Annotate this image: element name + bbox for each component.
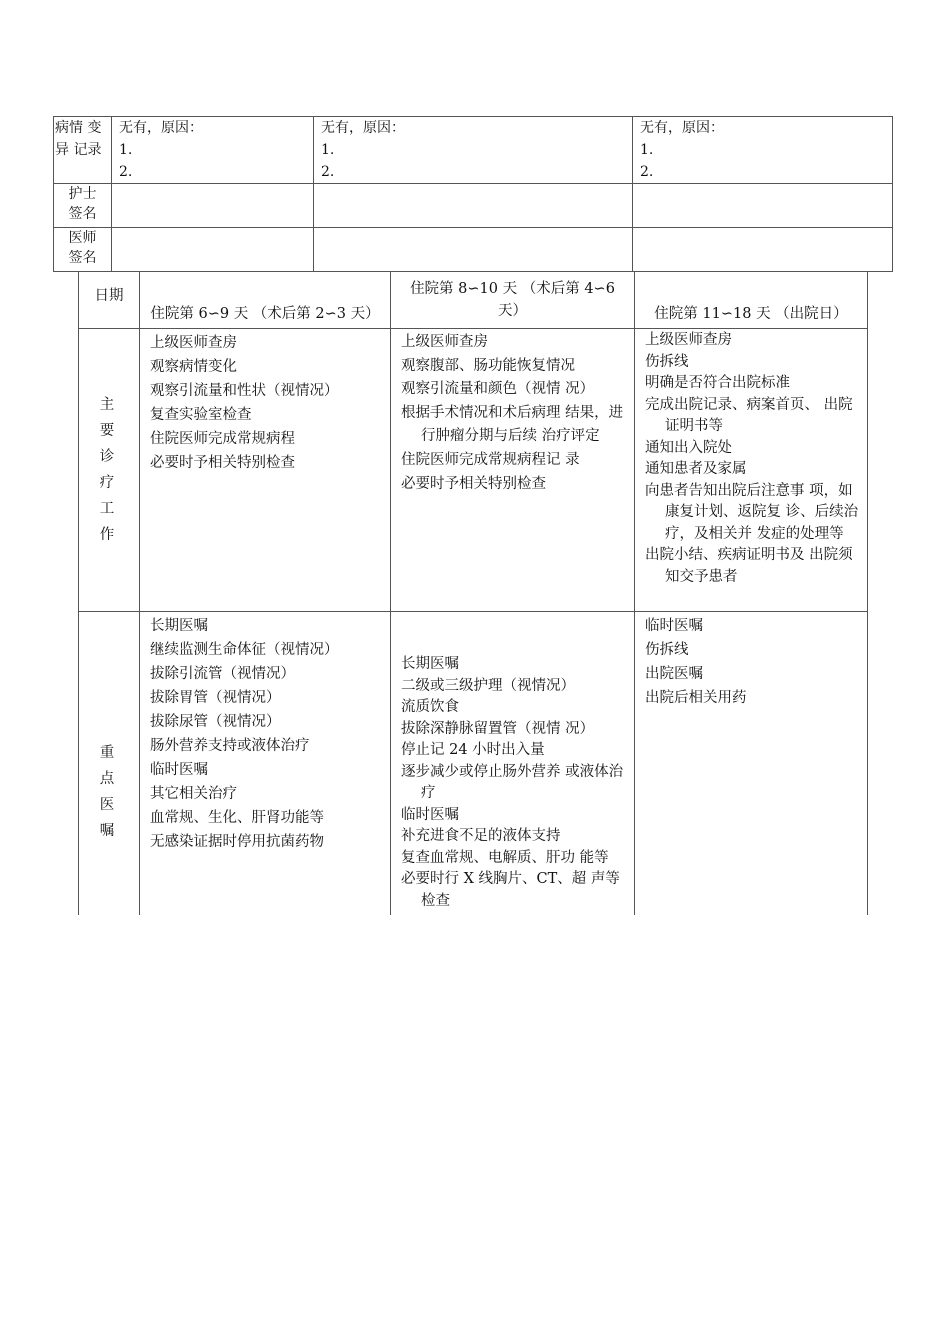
list-item: 通知出入院处	[645, 439, 732, 456]
col-header-3: 住院第 11∽18 天 （出院日）	[635, 272, 868, 329]
doctor-signature-label: 医师 签名	[54, 228, 112, 272]
doctor-signature-cell-1[interactable]	[112, 228, 314, 272]
list-item: 继续监测生命体征（视情况）	[150, 642, 339, 658]
list-item: 观察引流量和性状（视情况）	[150, 383, 339, 399]
variation-item-2: 2.	[321, 164, 335, 180]
list-item: 通知患者及家属	[645, 461, 747, 477]
list-item: 上级医师查房	[401, 334, 488, 350]
list-item: 无感染证据时停用抗菌药物	[150, 834, 324, 850]
list-item: 向患者告知出院后注意事 项，如康复计划、返院复 诊、后续治疗，及相关并 发症的处理等	[645, 482, 859, 542]
variation-text: 无有，原因：	[119, 120, 203, 136]
list-item: 临时医嘱	[401, 806, 459, 823]
list-item: 停止记 24 小时出入量	[401, 742, 545, 758]
list-item: 出院小结、疾病证明书及 出院须知交予患者	[645, 547, 853, 585]
list-item: 临时医嘱	[150, 762, 208, 778]
main-work-row	[79, 329, 868, 612]
list-item: 临时医嘱	[645, 618, 703, 634]
col-header-1: 住院第 6∽9 天 （术后第 2∽3 天）	[140, 272, 391, 329]
list-item: 拔除深静脉留置管（视情 况）	[401, 720, 595, 737]
list-item: 伤拆线	[645, 353, 689, 370]
variation-cell-3	[633, 117, 893, 184]
list-item: 明确是否符合出院标准	[645, 375, 790, 391]
variation-signature-table	[53, 116, 893, 272]
list-item: 观察腹部、肠功能恢复情况	[401, 357, 575, 374]
variation-item-2: 2.	[119, 164, 133, 180]
key-orders-col-3	[635, 612, 868, 915]
variation-cell-2	[314, 117, 633, 184]
main-work-col-2	[391, 329, 635, 612]
list-item: 复查血常规、电解质、肝功 能等	[401, 849, 609, 866]
list-item: 拔除引流管（视情况）	[150, 666, 295, 682]
main-work-col-1	[140, 329, 391, 612]
variation-label: 病情 变异 记录	[54, 117, 112, 184]
key-orders-col-1	[140, 612, 391, 915]
list-item: 逐步减少或停止肠外营养 或液体治疗	[401, 763, 624, 801]
variation-text: 无有，原因：	[321, 120, 405, 136]
list-item: 补充进食不足的液体支持	[401, 828, 561, 844]
variation-row	[54, 117, 893, 184]
doctor-signature-cell-2[interactable]	[314, 228, 633, 272]
list-item: 根据手术情况和术后病理 结果，进行肿瘤分期与后续 治疗评定	[401, 404, 624, 445]
list-item: 必要时予相关特别检查	[150, 455, 295, 471]
clinical-pathway-table	[78, 271, 868, 915]
list-item: 出院医嘱	[645, 666, 703, 682]
list-item: 拔除胃管（视情况）	[150, 690, 281, 706]
nurse-signature-label: 护士 签名	[54, 184, 112, 228]
list-item: 出院后相关用药	[645, 690, 747, 706]
list-item: 长期医嘱	[150, 618, 208, 634]
list-item: 观察病情变化	[150, 359, 237, 375]
nurse-signature-cell-2[interactable]	[314, 184, 633, 228]
list-item: 血常规、生化、肝肾功能等	[150, 810, 324, 826]
date-label: 日期	[79, 272, 140, 329]
variation-text: 无有，原因：	[640, 120, 724, 136]
list-item: 拔除尿管（视情况）	[150, 714, 281, 730]
list-item: 观察引流量和颜色（视情 况）	[401, 381, 595, 398]
variation-cell-1	[112, 117, 314, 184]
header-row	[79, 272, 868, 329]
main-work-label: 主 要 诊 疗 工 作	[79, 329, 140, 612]
list-item: 完成出院记录、病案首页、 出院证明书等	[645, 396, 853, 434]
variation-item-1: 1.	[321, 142, 335, 158]
doctor-signature-cell-3[interactable]	[633, 228, 893, 272]
list-item: 住院医师完成常规病程	[150, 431, 295, 447]
key-orders-label: 重 点 医 嘱	[79, 612, 140, 915]
list-item: 住院医师完成常规病程记 录	[401, 451, 580, 468]
list-item: 上级医师查房	[645, 332, 732, 348]
variation-item-2: 2.	[640, 164, 654, 180]
key-orders-row	[79, 612, 868, 915]
nurse-signature-cell-1[interactable]	[112, 184, 314, 228]
list-item: 其它相关治疗	[150, 786, 237, 802]
variation-item-1: 1.	[119, 142, 133, 158]
list-item: 二级或三级护理（视情况）	[401, 677, 575, 694]
doctor-signature-row	[54, 228, 893, 272]
list-item: 肠外营养支持或液体治疗	[150, 738, 310, 754]
list-item: 长期医嘱	[401, 656, 459, 672]
col-header-2: 住院第 8∽10 天 （术后第 4∽6 天）	[391, 272, 635, 329]
nurse-signature-cell-3[interactable]	[633, 184, 893, 228]
main-work-col-3	[635, 329, 868, 612]
list-item: 伤拆线	[645, 642, 689, 658]
variation-item-1: 1.	[640, 142, 654, 158]
list-item: 复查实验室检查	[150, 407, 252, 423]
list-item: 上级医师查房	[150, 335, 237, 351]
list-item: 必要时予相关特别检查	[401, 475, 546, 492]
key-orders-col-2	[391, 612, 635, 915]
nurse-signature-row	[54, 184, 893, 228]
list-item: 流质饮食	[401, 699, 459, 715]
list-item: 必要时行 X 线胸片、CT、超 声等检查	[401, 871, 620, 909]
